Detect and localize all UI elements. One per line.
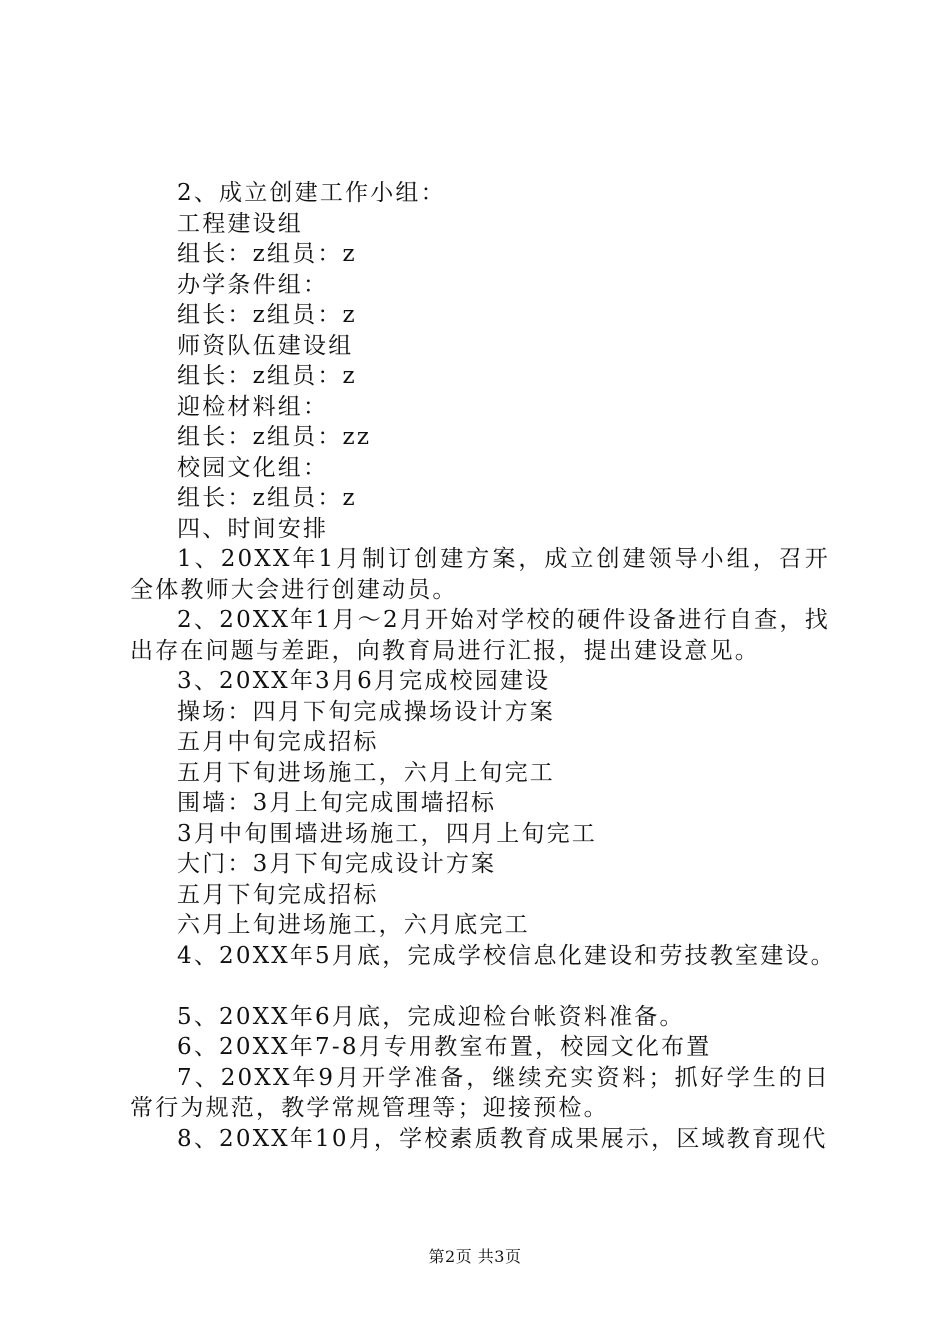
text-line: 组长：z组员：z bbox=[177, 363, 357, 389]
text-line: 8、20XX年10月，学校素质教育成果展示，区域教育现代 bbox=[177, 1125, 828, 1152]
text-line: 5、20XX年6月底，完成迎检台帐资料准备。 bbox=[177, 1003, 685, 1030]
page-number-label: 第2页 共3页 bbox=[428, 1247, 522, 1266]
text-line: 3月中旬围墙进场施工，四月上旬完工 bbox=[177, 820, 598, 847]
text-line: 6、20XX年7-8月专用教室布置，校园文化布置 bbox=[177, 1034, 712, 1060]
section-heading: 四、时间安排 bbox=[177, 515, 329, 542]
text-line: 五月下旬进场施工，六月上旬完工 bbox=[177, 759, 555, 786]
blank-line bbox=[130, 971, 830, 1002]
text-line: 4、20XX年5月底，完成学校信息化建设和劳技教室建设。 bbox=[177, 942, 836, 969]
paragraph: 2、20XX年1月～2月开始对学校的硬件设备进行自查，找出存在问题与差距，向教育局进行汇报，提出建设意见。 bbox=[130, 607, 830, 664]
text-line: 工程建设组 bbox=[177, 210, 303, 237]
text-line: 组长：z组员：z bbox=[177, 241, 357, 267]
document-body bbox=[130, 178, 836, 1154]
text-line: 大门：3月下旬完成设计方案 bbox=[177, 851, 497, 877]
text-line: 组长：z组员：z bbox=[177, 485, 357, 511]
text-line: 办学条件组： bbox=[177, 271, 329, 298]
page-footer bbox=[0, 1244, 950, 1267]
text-line: 五月下旬完成招标 bbox=[177, 881, 379, 908]
text-line: 校园文化组： bbox=[177, 454, 329, 481]
text-line: 迎检材料组： bbox=[177, 393, 329, 420]
paragraph: 7、20XX年9月开学准备，继续充实资料；抓好学生的日常行为规范，教学常规管理等；迎接预检。 bbox=[130, 1064, 830, 1121]
text-line: 操场：四月下旬完成操场设计方案 bbox=[177, 698, 555, 725]
text-line: 组长：z组员：zz bbox=[177, 424, 372, 450]
text-line: 3、20XX年3月6月完成校园建设 bbox=[177, 668, 551, 694]
text-line: 五月中旬完成招标 bbox=[177, 729, 379, 755]
paragraph: 1、20XX年1月制订创建方案，成立创建领导小组，召开全体教师大会进行创建动员。 bbox=[130, 546, 830, 603]
text-line: 组长：z组员：z bbox=[177, 302, 357, 328]
text-line: 2、成立创建工作小组： bbox=[177, 180, 446, 206]
text-line: 师资队伍建设组 bbox=[177, 332, 354, 359]
text-line: 围墙：3月上旬完成围墙招标 bbox=[177, 790, 497, 816]
text-line: 六月上旬进场施工，六月底完工 bbox=[177, 912, 530, 938]
